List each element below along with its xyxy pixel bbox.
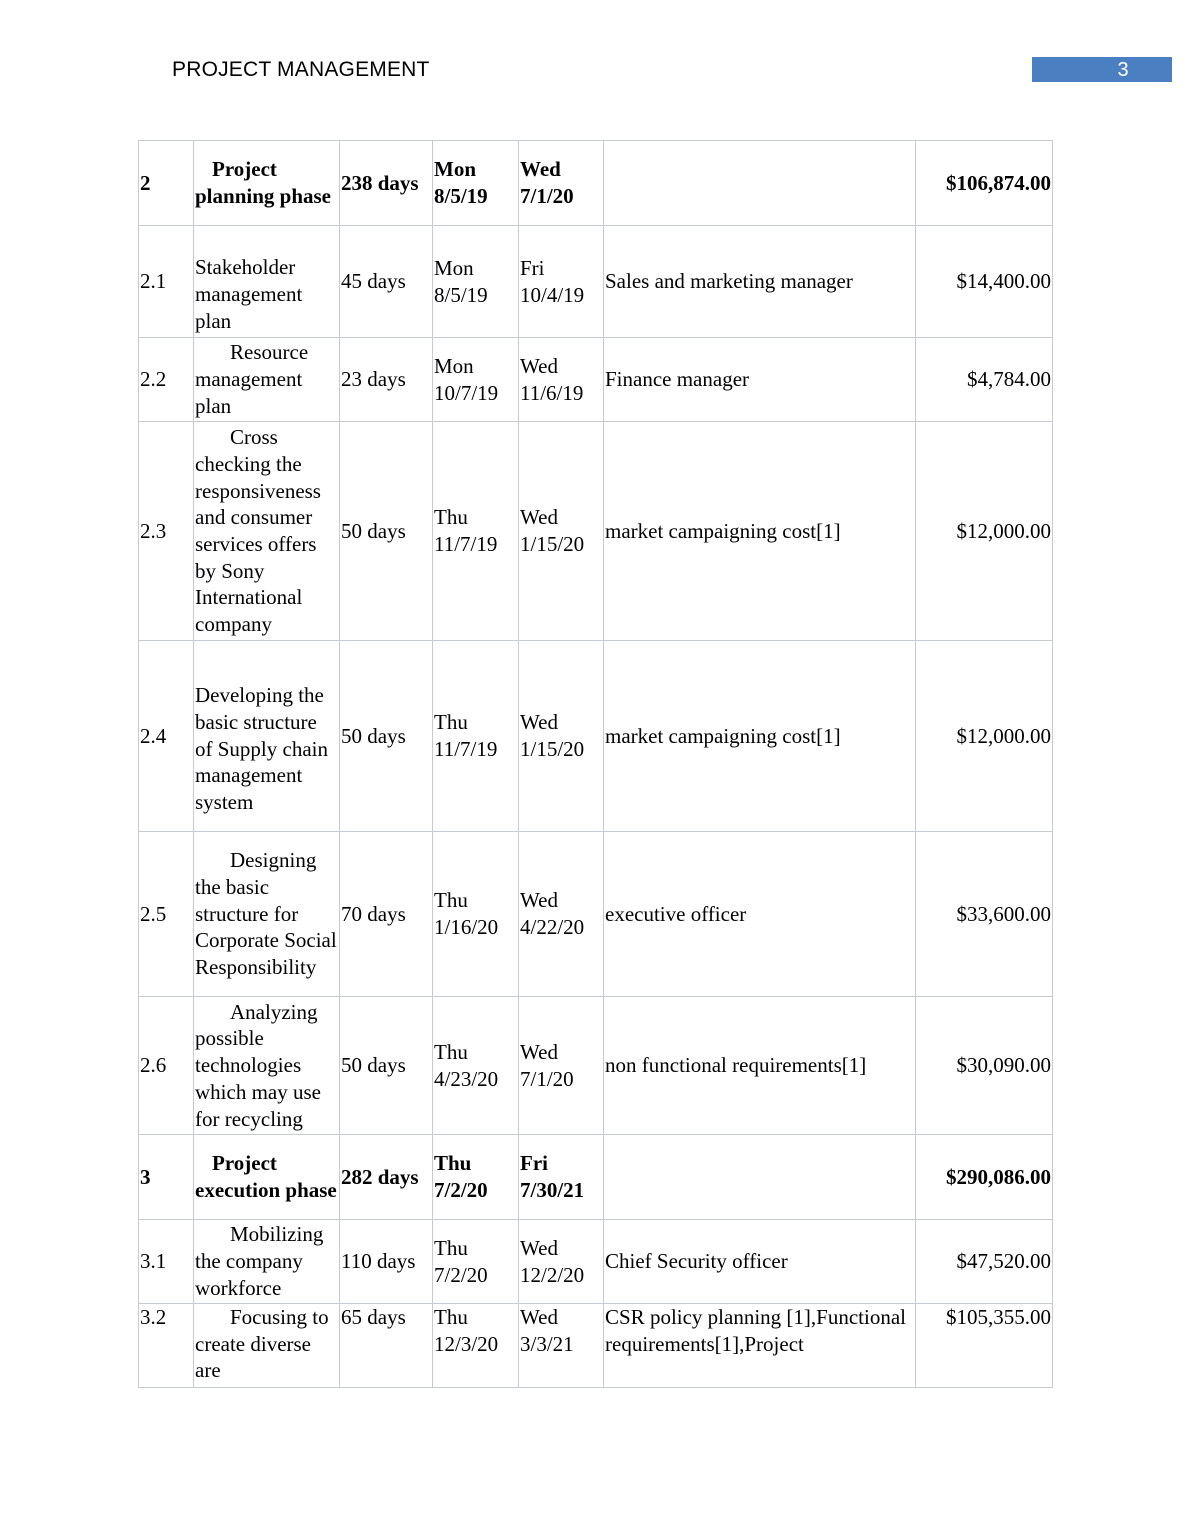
task-duration: 238 days [340,141,433,226]
task-finish: Wed 3/3/21 [519,1304,604,1388]
task-resources: Sales and marketing manager [604,226,916,338]
task-duration: 50 days [340,422,433,641]
table-row [139,1304,1053,1388]
task-duration: 70 days [340,832,433,997]
task-id: 3.2 [139,1304,194,1388]
task-start: Thu 1/16/20 [433,832,519,997]
task-duration: 50 days [340,997,433,1135]
task-start: Thu 7/2/20 [433,1220,519,1304]
task-resources: market campaigning cost[1] [604,422,916,641]
task-duration: 50 days [340,641,433,832]
task-resources: market campaigning cost[1] [604,641,916,832]
table-row [139,832,1053,997]
task-resources [604,1135,916,1220]
task-start: Mon 8/5/19 [433,226,519,338]
task-name: Designing the basic structure for Corporate Social Responsibility [194,832,340,997]
task-name: Cross checking the responsiveness and consumer services offers by Sony International company [194,422,340,641]
task-cost: $14,400.00 [916,226,1053,338]
task-finish: Wed 12/2/20 [519,1220,604,1304]
table-row [139,641,1053,832]
task-name: Project execution phase [194,1135,340,1220]
task-id: 3 [139,1135,194,1220]
table-row [139,226,1053,338]
task-duration: 110 days [340,1220,433,1304]
task-resources: Finance manager [604,338,916,422]
task-finish: Fri 10/4/19 [519,226,604,338]
task-name: Developing the basic structure of Supply chain management system [194,641,340,832]
task-cost: $47,520.00 [916,1220,1053,1304]
task-finish: Wed 7/1/20 [519,141,604,226]
task-name: Stakeholder management plan [194,226,340,338]
page-number: 3 [1032,57,1172,82]
task-duration: 45 days [340,226,433,338]
task-cost: $33,600.00 [916,832,1053,997]
table-row [139,338,1053,422]
task-resources: CSR policy planning [1],Functional requirements[1],Project [604,1304,916,1388]
task-id: 2.1 [139,226,194,338]
task-duration: 65 days [340,1304,433,1388]
task-finish: Wed 11/6/19 [519,338,604,422]
task-finish: Wed 4/22/20 [519,832,604,997]
task-finish: Wed 1/15/20 [519,422,604,641]
task-resources: non functional requirements[1] [604,997,916,1135]
task-cost: $290,086.00 [916,1135,1053,1220]
task-resources: executive officer [604,832,916,997]
task-id: 2.4 [139,641,194,832]
task-start: Mon 8/5/19 [433,141,519,226]
task-schedule-table [138,140,1053,1388]
task-id: 2.3 [139,422,194,641]
task-cost: $12,000.00 [916,422,1053,641]
table-row [139,997,1053,1135]
table-row [139,1135,1053,1220]
task-finish: Wed 1/15/20 [519,641,604,832]
task-duration: 282 days [340,1135,433,1220]
task-start: Thu 11/7/19 [433,422,519,641]
task-name: Mobilizing the company workforce [194,1220,340,1304]
table-row [139,422,1053,641]
running-head-title: PROJECT MANAGEMENT [172,58,430,81]
task-cost: $105,355.00 [916,1304,1053,1388]
task-id: 2.5 [139,832,194,997]
task-start: Thu 4/23/20 [433,997,519,1135]
task-id: 2 [139,141,194,226]
task-resources [604,141,916,226]
task-cost: $30,090.00 [916,997,1053,1135]
task-start: Thu 11/7/19 [433,641,519,832]
table-row [139,141,1053,226]
task-id: 2.2 [139,338,194,422]
task-finish: Wed 7/1/20 [519,997,604,1135]
task-finish: Fri 7/30/21 [519,1135,604,1220]
task-cost: $106,874.00 [916,141,1053,226]
task-id: 3.1 [139,1220,194,1304]
task-start: Thu 12/3/20 [433,1304,519,1388]
task-duration: 23 days [340,338,433,422]
task-start: Thu 7/2/20 [433,1135,519,1220]
table-row [139,1220,1053,1304]
task-name: Project planning phase [194,141,340,226]
task-name: Resource management plan [194,338,340,422]
task-start: Mon 10/7/19 [433,338,519,422]
task-name: Analyzing possible technologies which may use for recycling [194,997,340,1135]
task-id: 2.6 [139,997,194,1135]
task-cost: $4,784.00 [916,338,1053,422]
task-name: Focusing to create diverse are [194,1304,340,1388]
task-cost: $12,000.00 [916,641,1053,832]
task-resources: Chief Security officer [604,1220,916,1304]
